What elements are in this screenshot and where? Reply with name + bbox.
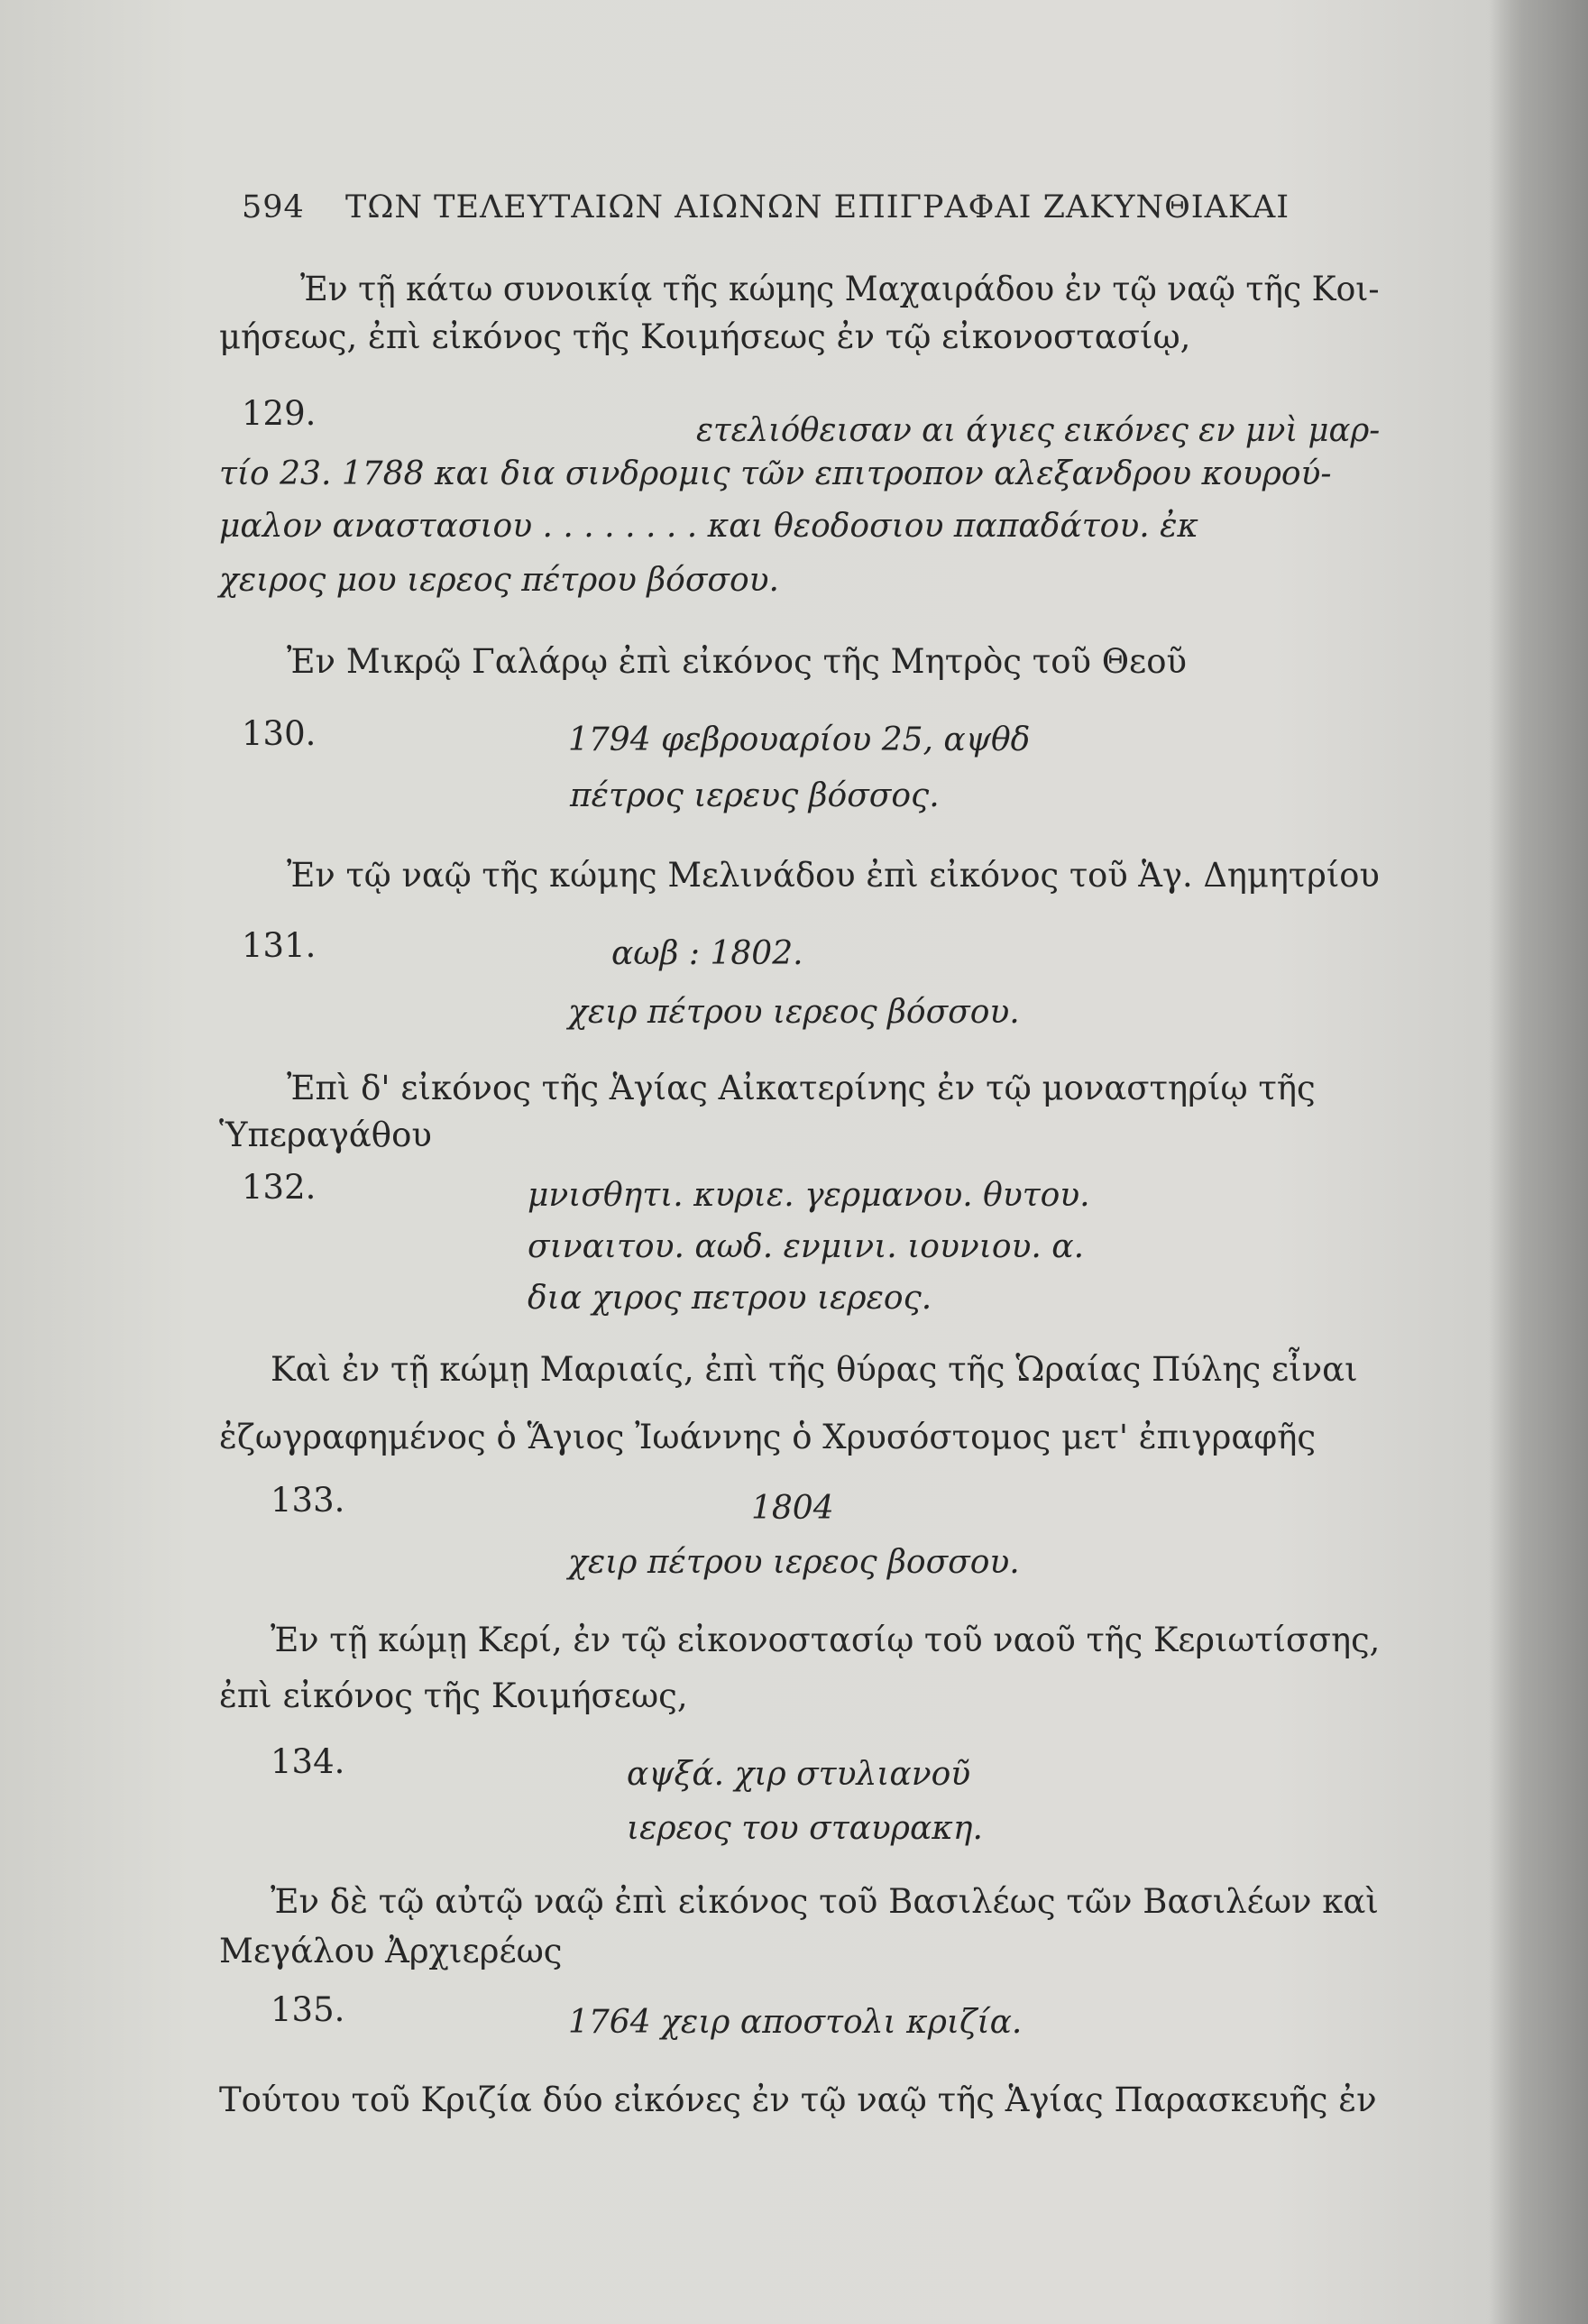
- intro-line: ἐπὶ εἰκόνος τῆς Κοιμήσεως,: [219, 1676, 688, 1715]
- intro-line: Ἐν τῷ ναῷ τῆς κώμης Μελινάδου ἐπὶ εἰκόνος τοῦ Ἁγ. Δημητρίου: [287, 856, 1380, 895]
- inscription-number: 135.: [271, 1990, 345, 2029]
- intro-line: μήσεως, ἐπὶ εἰκόνος τῆς Κοιμήσεως ἐν τῷ εἰκονοστασίῳ,: [219, 317, 1191, 356]
- inscription-line: πέτρος ιερευς βόσσος.: [570, 777, 940, 814]
- inscription-line: αωβ : 1802.: [611, 935, 803, 972]
- inscription-line: ετελιόθεισαν αι άγιες εικόνες εν μνὶ μαρ-: [696, 412, 1381, 449]
- intro-line: Ἐν Μικρῷ Γαλάρῳ ἐπὶ εἰκόνος τῆς Μητρὸς τοῦ Θεοῦ: [287, 642, 1187, 681]
- intro-line: Μεγάλου Ἀρχιερέως: [219, 1932, 563, 1970]
- inscription-number: 132.: [242, 1168, 317, 1207]
- inscription-number: 130.: [242, 714, 317, 753]
- inscription-line: 1804: [751, 1490, 834, 1527]
- inscription-line: χειρ πέτρου ιερεος βοσσου.: [568, 1544, 1020, 1581]
- page-edge-shadow: [1489, 0, 1588, 2324]
- inscription-line: τίο 23. 1788 και δια σινδρομις τῶν επιτροπον αλεξανδρου κουρού-: [219, 455, 1332, 492]
- inscription-line: ιερεος του σταυρακη.: [627, 1810, 983, 1847]
- page-number: 594: [242, 189, 305, 225]
- inscription-line: 1764 χειρ αποστολι κριζία.: [568, 2004, 1023, 2041]
- inscription-number: 133.: [271, 1481, 345, 1520]
- inscription-number: 134.: [271, 1742, 345, 1781]
- intro-line: Καὶ ἐν τῇ κώμῃ Μαριαίς, ἐπὶ τῆς θύρας τῆς Ὡραίας Πύλης εἶναι: [271, 1350, 1358, 1389]
- running-title: ΤΩΝ ΤΕΛΕΥΤΑΙΩΝ ΑΙΩΝΩΝ ΕΠΙΓΡΑΦΑΙ ΖΑΚΥΝΘΙΑΚΑΙ: [345, 189, 1290, 225]
- intro-line: Ὑπεραγάθου: [219, 1116, 432, 1154]
- inscription-line: αψξά. χιρ στυλιανοῦ: [627, 1756, 971, 1793]
- intro-line: Ἐπὶ δ' εἰκόνος τῆς Ἁγίας Αἰκατερίνης ἐν τῷ μοναστηρίῳ τῆς: [287, 1069, 1316, 1107]
- intro-line: Ἐν τῇ κάτω συνοικίᾳ τῆς κώμης Μαχαιράδου ἐν τῷ ναῷ τῆς Κοι-: [300, 270, 1380, 308]
- inscription-number: 131.: [242, 926, 317, 965]
- intro-line: Ἐν δὲ τῷ αὐτῷ ναῷ ἐπὶ εἰκόνος τοῦ Βασιλέως τῶν Βασιλέων καὶ: [271, 1882, 1379, 1921]
- inscription-line: χειρ πέτρου ιερεος βόσσου.: [568, 994, 1020, 1031]
- intro-line: Τούτου τοῦ Κριζία δύο εἰκόνες ἐν τῷ ναῷ τῆς Ἁγίας Παρασκευῆς ἐν: [219, 2081, 1377, 2119]
- inscription-line: μνισθητι. κυριε. γερμανου. θυτου.: [528, 1177, 1090, 1214]
- inscription-number: 129.: [242, 394, 317, 433]
- intro-line: ἐζωγραφημένος ὁ Ἅγιος Ἰωάννης ὁ Χρυσόστομος μετ' ἐπιγραφῆς: [219, 1418, 1317, 1456]
- inscription-line: δια χιρος πετρου ιερεος.: [528, 1280, 932, 1317]
- inscription-line: μαλον αναστασιου . . . . . . . . και θεοδοσιου παπαδάτου. ἐκ: [219, 508, 1199, 545]
- inscription-line: 1794 φεβρουαρίου 25, αψθδ: [568, 721, 1031, 758]
- inscription-line: χειρος μου ιερεος πέτρου βόσσου.: [219, 562, 779, 599]
- intro-line: Ἐν τῇ κώμῃ Κερί, ἐν τῷ εἰκονοστασίῳ τοῦ ναοῦ τῆς Κεριωτίσσης,: [271, 1621, 1381, 1659]
- inscription-line: σιναιτου. αωδ. ενμινι. ιουνιου. α.: [528, 1228, 1085, 1265]
